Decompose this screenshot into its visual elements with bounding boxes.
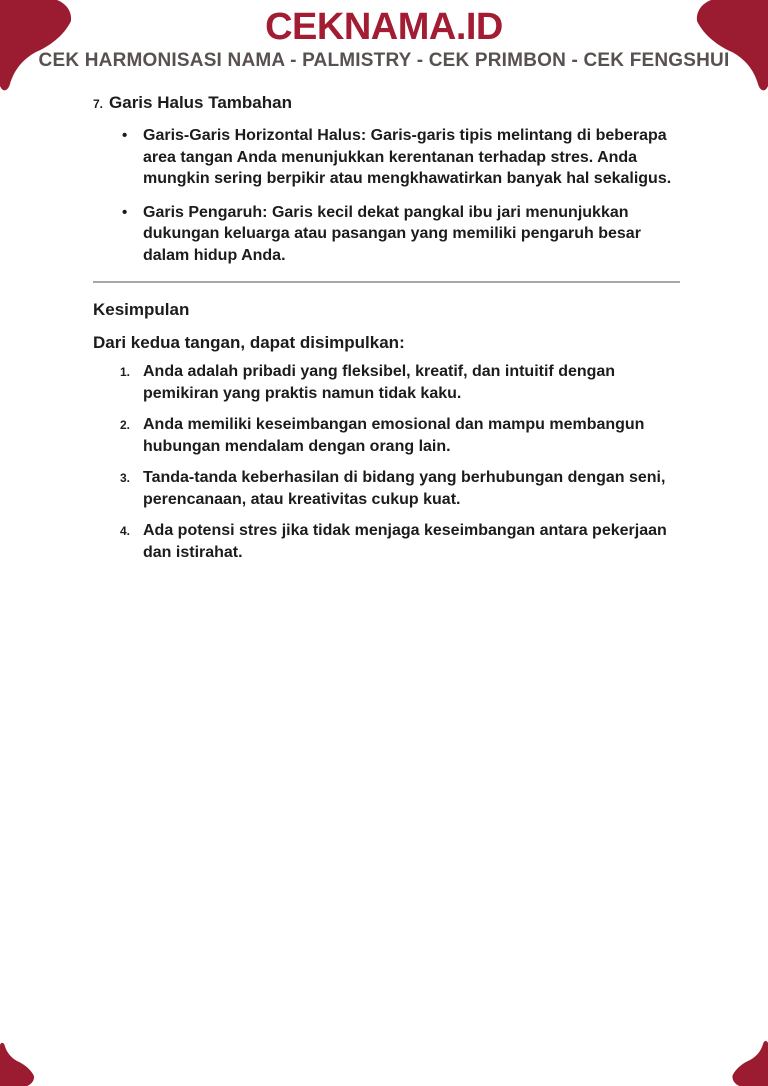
item-text: Ada potensi stres jika tidak menjaga keseimbangan antara pekerjaan dan istirahat. bbox=[143, 522, 667, 561]
list-item bbox=[93, 202, 680, 267]
corner-ribbon-top-left-icon bbox=[0, 0, 92, 96]
bullet-icon: • bbox=[122, 127, 128, 144]
brand-logo: CEKNAMA.ID bbox=[265, 6, 503, 48]
conclusion-list bbox=[93, 361, 680, 564]
list-item bbox=[93, 520, 680, 564]
letterhead bbox=[0, 0, 768, 72]
conclusion-title: Kesimpulan bbox=[93, 300, 190, 319]
bullet-text: Garis kecil dekat pangkal ibu jari menunjukkan dukungan keluarga atau pasangan yang memiliki pengaruh besar dalam hidup Anda. bbox=[143, 203, 641, 264]
bullet-list bbox=[93, 125, 680, 266]
brand-tagline: CEK HARMONISASI NAMA - PALMISTRY - CEK PRIMBON - CEK FENGSHUI bbox=[38, 50, 730, 71]
list-item bbox=[93, 467, 680, 511]
bullet-icon: • bbox=[122, 203, 128, 221]
list-item bbox=[93, 125, 680, 190]
bullet-label: Garis-Garis Horizontal Halus: bbox=[143, 127, 367, 144]
conclusion-intro: Dari kedua tangan, dapat disimpulkan: bbox=[93, 333, 405, 352]
corner-ribbon-bottom-left-icon bbox=[0, 1040, 44, 1086]
list-item bbox=[93, 361, 680, 405]
section-title: Garis Halus Tambahan bbox=[109, 93, 292, 112]
bullet-paragraph bbox=[143, 125, 680, 190]
item-number: 1. bbox=[120, 365, 131, 379]
section-number: 7. bbox=[93, 97, 104, 111]
item-text: Anda memiliki keseimbangan emosional dan mampu membangun hubungan mendalam dengan orang lain. bbox=[143, 416, 645, 455]
bullet-text: Garis-garis tipis melintang di beberapa area tangan Anda menunjukkan kerentanan terhadap stres. Anda mungkin sering berpikir atau mengkhawatirkan banyak hal sekaligus. bbox=[143, 127, 672, 187]
section-divider bbox=[93, 281, 680, 283]
section-heading bbox=[93, 92, 680, 115]
corner-ribbon-bottom-right-icon bbox=[722, 1038, 768, 1086]
report-content bbox=[93, 92, 680, 564]
corner-ribbon-top-right-icon bbox=[676, 0, 768, 96]
item-number: 3. bbox=[120, 471, 131, 485]
item-text: Anda adalah pribadi yang fleksibel, kreatif, dan intuitif dengan pemikiran yang praktis namun tidak kaku. bbox=[143, 363, 616, 402]
list-item bbox=[93, 414, 680, 458]
item-number: 2. bbox=[120, 418, 131, 432]
item-text: Tanda-tanda keberhasilan di bidang yang berhubungan dengan seni, perencanaan, atau kreativitas cukup kuat. bbox=[143, 469, 666, 508]
item-number: 4. bbox=[120, 524, 131, 538]
bullet-label: Garis Pengaruh: bbox=[143, 203, 268, 221]
bullet-paragraph bbox=[143, 202, 680, 267]
